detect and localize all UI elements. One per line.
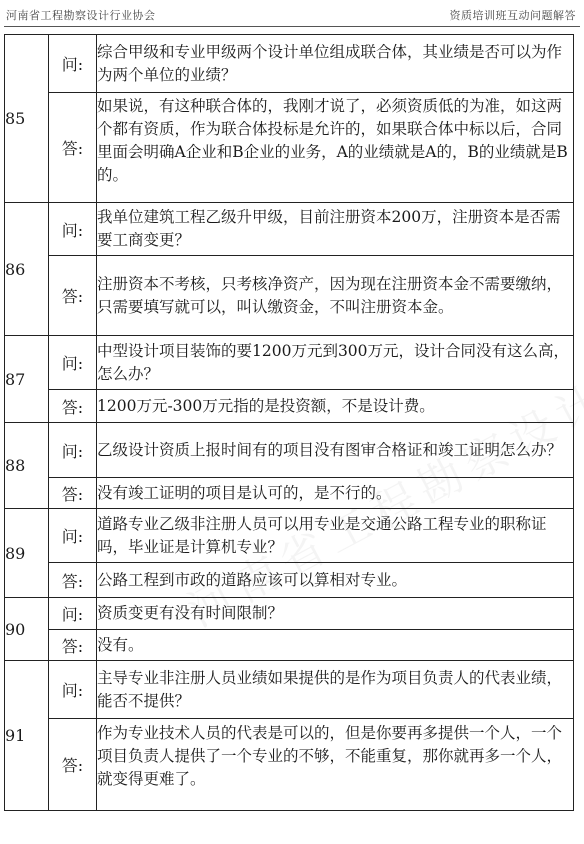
question-text: 道路专业乙级非注册人员可以用专业是交通公路工程专业的职称证吗，毕业证是计算机专业？ <box>97 509 574 563</box>
answer-row <box>5 390 574 423</box>
answer-text: 没有。 <box>97 630 574 661</box>
question-text: 中型设计项目装饰的要1200万元到300万元，设计合同没有这么高，怎么办？ <box>97 336 574 390</box>
qa-table <box>4 34 574 811</box>
entry-number: 86 <box>5 203 49 336</box>
answer-text: 如果说，有这种联合体的，我刚才说了，必须资质低的为准，如这两个都有资质，作为联合体投标是允许的，如果联合体中标以后，合同里面会明确A企业和B企业的业务，A的业绩就是A的，B的业绩就是B的。 <box>97 96 568 184</box>
question-text: 资质变更有没有时间限制？ <box>97 598 574 630</box>
answer-row <box>5 630 574 661</box>
question-label: 问: <box>49 661 97 719</box>
entry-number: 91 <box>5 661 49 811</box>
question-text: 综合甲级和专业甲级两个设计单位组成联合体，其业绩是否可以为作为两个单位的业绩？ <box>97 35 574 93</box>
entry-number: 88 <box>5 423 49 509</box>
entry-number: 89 <box>5 509 49 598</box>
answer-label: 答: <box>49 719 97 811</box>
answer-text: 作为专业技术人员的代表是可以的，但是你要再多提供一个人，一个项目负责人提供了一个专业的不够，不能重复，那你就再多一个人，就变得更难了。 <box>97 723 563 788</box>
question-row <box>5 598 574 630</box>
answer-label: 答: <box>49 93 97 203</box>
answer-label: 答: <box>49 563 97 598</box>
question-text: 乙级设计资质上报时间有的项目没有图审合格证和竣工证明怎么办？ <box>97 423 574 478</box>
question-row <box>5 423 574 478</box>
answer-label: 答: <box>49 630 97 661</box>
answer-text: 公路工程到市政的道路应该可以算相对专业。 <box>97 563 574 598</box>
header-document-title: 资质培训班互动问题解答 <box>449 9 576 22</box>
question-text: 主导专业非注册人员业绩如果提供的是作为项目负责人的代表业绩，能否不提供？ <box>97 661 574 719</box>
question-row <box>5 35 574 93</box>
question-label: 问: <box>49 203 97 256</box>
question-label: 问: <box>49 509 97 563</box>
question-label: 问: <box>49 35 97 93</box>
header-divider <box>4 26 580 27</box>
answer-cell <box>97 93 574 203</box>
page-header <box>0 0 584 30</box>
answer-row <box>5 256 574 336</box>
answer-cell <box>97 719 574 811</box>
answer-text: 注册资本不考核，只考核净资产，因为现在注册资本金不需要缴纳，只需要填写就可以，叫认缴资金，不叫注册资本金。 <box>97 256 574 336</box>
question-label: 问: <box>49 336 97 390</box>
question-label: 问: <box>49 598 97 630</box>
entry-number: 87 <box>5 336 49 423</box>
question-label: 问: <box>49 423 97 478</box>
answer-label: 答: <box>49 256 97 336</box>
answer-text: 1200万元-300万元指的是投资额，不是设计费。 <box>97 390 574 423</box>
question-row <box>5 509 574 563</box>
question-text: 我单位建筑工程乙级升甲级，目前注册资本200万，注册资本是否需要工商变更？ <box>97 203 574 256</box>
entry-number: 90 <box>5 598 49 661</box>
answer-row <box>5 478 574 509</box>
answer-row <box>5 719 574 811</box>
question-row <box>5 661 574 719</box>
answer-text: 没有竣工证明的项目是认可的，是不行的。 <box>97 478 574 509</box>
entry-number: 85 <box>5 35 49 203</box>
question-row <box>5 203 574 256</box>
answer-row <box>5 563 574 598</box>
header-organization: 河南省工程勘察设计行业协会 <box>6 9 156 22</box>
answer-label: 答: <box>49 390 97 423</box>
answer-label: 答: <box>49 478 97 509</box>
question-row <box>5 336 574 390</box>
answer-row <box>5 93 574 203</box>
